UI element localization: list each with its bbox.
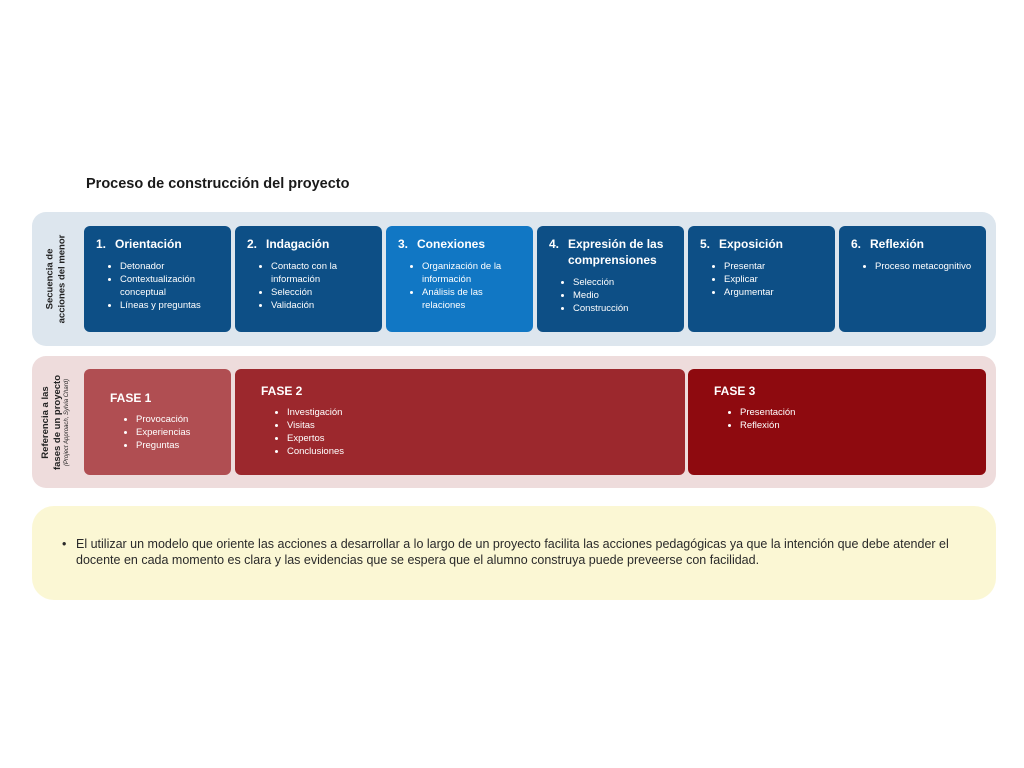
list-item: • Construcción [573, 302, 674, 315]
list-item: • Validación [271, 299, 372, 312]
step-title [247, 236, 372, 252]
list-item: • Análisis de las relaciones [422, 286, 523, 312]
sequence-label-line-1: Secuencia de [44, 248, 56, 310]
step-card-exposicion [688, 226, 835, 332]
phase-card-3 [688, 369, 986, 475]
list-item: • Detonador [120, 260, 221, 273]
list-item: • Provocación [136, 413, 221, 426]
step-items [851, 260, 976, 273]
step-card-orientacion [84, 226, 231, 332]
phases-row-label [32, 356, 80, 488]
step-items [549, 276, 674, 315]
list-item: • Expertos [287, 432, 675, 445]
phase-title: FASE 1 [110, 391, 152, 405]
list-item: • Visitas [287, 419, 675, 432]
phases-label-line-1: Referencia a las [40, 385, 52, 459]
list-item: • Medio [573, 289, 674, 302]
step-title-text: Orientación [115, 237, 182, 251]
list-item: • Conclusiones [287, 445, 675, 458]
phase-items [714, 406, 976, 432]
step-title-text: Reflexión [870, 237, 925, 251]
step-items [398, 260, 523, 312]
list-item: • Líneas y preguntas [120, 299, 221, 312]
list-item: • Presentación [740, 406, 976, 419]
list-item: • Investigación [287, 406, 675, 419]
phases-label-line-2: fases de un proyecto [52, 374, 64, 470]
step-items [96, 260, 221, 312]
step-title [96, 236, 221, 252]
summary-note-text: El utilizar un modelo que oriente las acciones a desarrollar a lo largo de un proyecto facilita las acciones pedagógicas ya que la intención que debe atender el docente en cada momento es clara y las evidencias que se espera que el alumno construya puede preveerse con facilidad. [76, 537, 949, 567]
list-item: • Selección [573, 276, 674, 289]
phases-label-source: (Project Approach, Sylvia Chard) [64, 378, 71, 466]
diagram-title: Proceso de construcción del proyecto [86, 176, 350, 192]
list-item: • Reflexión [740, 419, 976, 432]
step-number: 1. [96, 237, 107, 251]
step-number: 6. [851, 237, 862, 251]
step-card-reflexion [839, 226, 986, 332]
step-title-text: Conexiones [417, 237, 486, 251]
list-item: • Preguntas [136, 439, 221, 452]
step-title-text: Indagación [266, 237, 330, 251]
step-title [398, 236, 523, 252]
sequence-row-label [32, 212, 80, 346]
step-title [700, 236, 825, 252]
step-items [247, 260, 372, 312]
phase-card-2 [235, 369, 685, 475]
step-title [549, 236, 674, 268]
phase-card-1 [84, 369, 231, 475]
phase-items [110, 413, 221, 452]
step-title-text: Expresión de las comprensiones [568, 237, 664, 267]
step-title [851, 236, 976, 252]
phase-title: FASE 2 [261, 384, 303, 398]
list-item: • Argumentar [724, 286, 825, 299]
step-items [700, 260, 825, 299]
list-item: • Selección [271, 286, 372, 299]
list-item: • Proceso metacognitivo [875, 260, 976, 273]
step-number: 2. [247, 237, 258, 251]
step-number: 4. [549, 237, 560, 251]
phase-title: FASE 3 [714, 384, 756, 398]
list-item: • Contextualización conceptual [120, 273, 221, 299]
step-number: 5. [700, 237, 711, 251]
step-card-indagacion [235, 226, 382, 332]
list-item: • Experiencias [136, 426, 221, 439]
phase-items [261, 406, 675, 458]
list-item: • Organización de la información [422, 260, 523, 286]
step-card-conexiones [386, 226, 533, 332]
list-item: • Explicar [724, 273, 825, 286]
step-number: 3. [398, 237, 409, 251]
summary-note: • El utilizar un modelo que oriente las acciones a desarrollar a lo largo de un proyecto facilita las acciones pedagógicas ya que la intención que debe atender el docente en cada momento es clara y las evidencias que se espera que el alumno construya puede preveerse con facilidad. [32, 506, 996, 600]
list-item: • Contacto con la información [271, 260, 372, 286]
list-item: • Presentar [724, 260, 825, 273]
sequence-label-line-2: acciones del menor [56, 234, 68, 324]
step-title-text: Exposición [719, 237, 784, 251]
step-card-expresion-de-las-comprensiones [537, 226, 684, 332]
